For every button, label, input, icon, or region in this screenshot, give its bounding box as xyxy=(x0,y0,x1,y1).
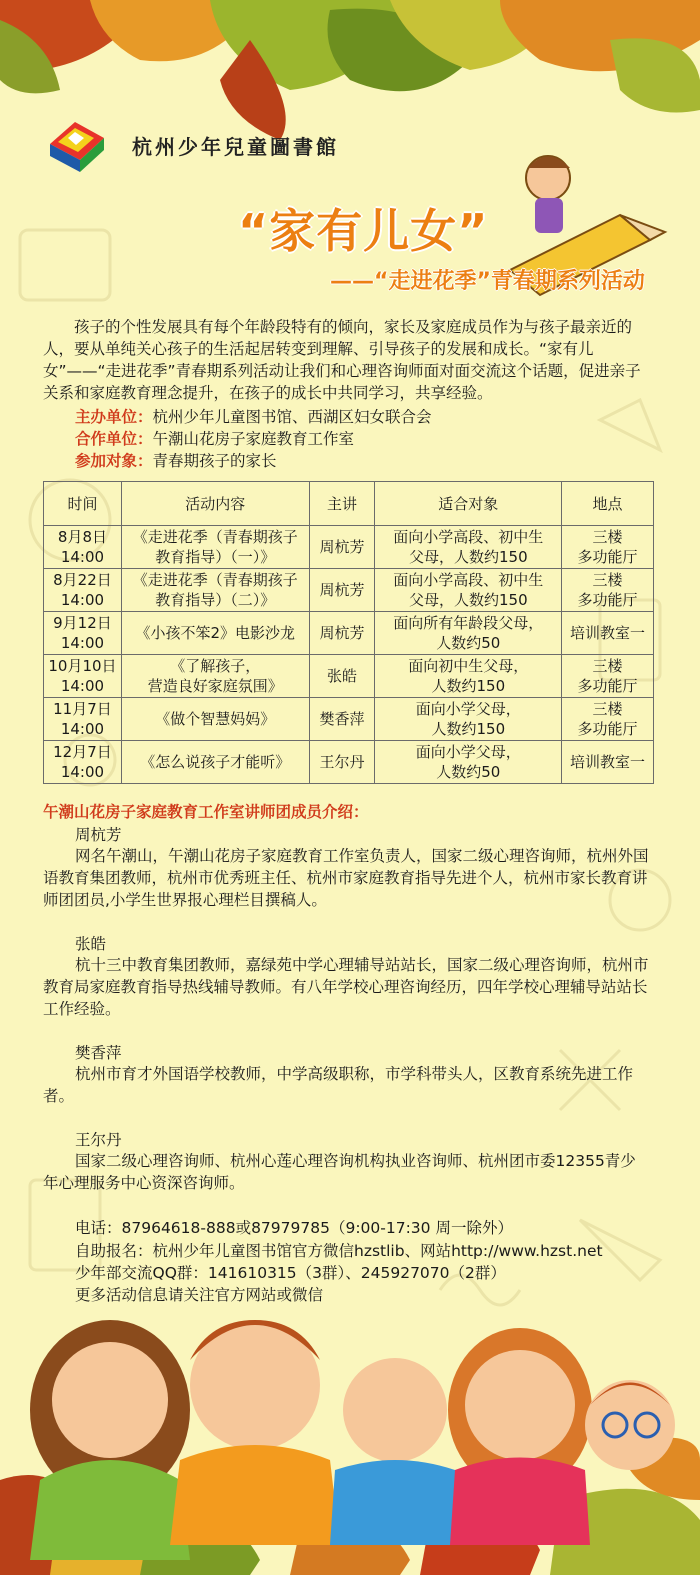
schedule-header-row xyxy=(44,482,654,526)
cell-audience-line: 面向小学高段、初中生 xyxy=(393,571,544,589)
contact-phone: 电话：87964618-888或87979785（9:00-17:30 周一除外） xyxy=(75,1219,513,1237)
cell-audience-line: 面向小学高段、初中生 xyxy=(393,528,544,546)
cell-location-line: 多功能厅 xyxy=(577,677,638,695)
member-bio: 杭十三中教育集团教师，嘉绿苑中学心理辅导站站长，国家二级心理咨询师，杭州市教育局家庭教育指导热线辅导教师。有八年学校心理咨询经历，四年学校心理辅导站站长工作经验。 xyxy=(43,956,649,1018)
header-content: 活动内容 xyxy=(121,482,309,526)
cell-content-line: 《走进花季（青春期孩子 xyxy=(132,528,298,546)
cell-time-line: 8月22日 xyxy=(53,571,112,589)
cell-audience-line: 面向所有年龄段父母， xyxy=(393,614,544,632)
cell-content xyxy=(121,612,309,655)
cell-audience-line: 父母，人数约150 xyxy=(408,591,528,609)
cell-audience xyxy=(375,612,562,655)
schedule-row xyxy=(44,526,654,569)
cell-time-line: 11月7日 xyxy=(53,700,112,718)
cell-time-line: 14:00 xyxy=(60,634,105,652)
cell-content xyxy=(121,569,309,612)
cell-speaker-line: 樊香萍 xyxy=(319,710,365,728)
host-value: 杭州少年儿童图书馆、西湖区妇女联合会 xyxy=(152,408,432,426)
team-heading: 午潮山花房子家庭教育工作室讲师团成员介绍： xyxy=(43,803,369,821)
cell-audience-line: 面向初中生父母， xyxy=(408,657,529,675)
cell-time-line: 12月7日 xyxy=(53,743,112,761)
cell-speaker-line: 周杭芳 xyxy=(319,581,365,599)
cell-audience xyxy=(375,698,562,741)
cell-time-line: 14:00 xyxy=(60,591,105,609)
cell-time xyxy=(44,741,122,784)
cell-time-line: 14:00 xyxy=(60,677,105,695)
intro-paragraph: 孩子的个性发展具有每个年龄段特有的倾向，家长及家庭成员作为与孩子最亲近的人，要从单纯关心孩子的生活起居转变到理解、引导孩子的发展和成长。“家有儿女”——“走进花季”青春期系列活动让我们和心理咨询师面对面交流这个话题，促进亲子关系和家庭教育理念提升，在孩子的成长中共同学习，共享经验。 xyxy=(43,318,641,402)
cell-location-line: 三楼 xyxy=(592,657,623,675)
header-location: 地点 xyxy=(562,482,654,526)
audience-label: 参加对象： xyxy=(75,452,153,470)
partner-value: 午潮山花房子家庭教育工作室 xyxy=(152,430,355,448)
organizer-list xyxy=(75,406,432,472)
cell-audience-line: 面向小学父母， xyxy=(415,700,521,718)
cell-location xyxy=(562,741,654,784)
cell-speaker xyxy=(309,569,375,612)
cell-time-line: 10月10日 xyxy=(48,657,117,675)
cell-location xyxy=(562,698,654,741)
cell-location xyxy=(562,655,654,698)
cell-content-line: 《小孩不笨2》电影沙龙 xyxy=(135,624,296,642)
cell-content xyxy=(121,698,309,741)
cell-time xyxy=(44,655,122,698)
member-name: 张皓 xyxy=(75,935,107,953)
cell-location-line: 多功能厅 xyxy=(577,720,638,738)
member-bio: 杭州市育才外国语学校教师，中学高级职称，市学科带头人，区教育系统先进工作者。 xyxy=(43,1065,634,1105)
cell-audience xyxy=(375,526,562,569)
cell-time xyxy=(44,698,122,741)
cell-audience-line: 人数约150 xyxy=(431,720,506,738)
cell-content xyxy=(121,526,309,569)
partner-label: 合作单位： xyxy=(75,430,153,448)
cell-speaker-line: 王尔丹 xyxy=(319,753,365,771)
contact-signup: 自助报名：杭州少年儿童图书馆官方微信hzstlib、网站http://www.hzst.net xyxy=(75,1242,603,1260)
schedule-row xyxy=(44,612,654,655)
cell-speaker-line: 周杭芳 xyxy=(319,538,365,556)
cell-audience xyxy=(375,655,562,698)
cell-location-line: 三楼 xyxy=(592,528,623,546)
member-name: 王尔丹 xyxy=(75,1131,122,1149)
member-name: 樊香萍 xyxy=(75,1044,122,1062)
cell-audience-line: 面向小学父母， xyxy=(415,743,521,761)
cell-location xyxy=(562,526,654,569)
cell-time xyxy=(44,569,122,612)
cell-content-line: 《做个智慧妈妈》 xyxy=(155,710,276,728)
library-logo xyxy=(42,116,108,176)
cell-content-line: 《了解孩子， xyxy=(170,657,261,675)
cell-speaker xyxy=(309,741,375,784)
member-bio: 国家二级心理咨询师、杭州心莲心理咨询机构执业咨询师、杭州团市委12355青少年心理服务中心资深咨询师。 xyxy=(43,1152,636,1192)
cell-audience-line: 父母，人数约150 xyxy=(408,548,528,566)
cell-content-line: 《怎么说孩子才能听》 xyxy=(140,753,291,771)
cell-location xyxy=(562,569,654,612)
cell-time-line: 14:00 xyxy=(60,720,105,738)
audience-value: 青春期孩子的家长 xyxy=(152,452,277,470)
cell-speaker xyxy=(309,526,375,569)
poster-title: “家有儿女” xyxy=(238,204,489,258)
cell-time-line: 14:00 xyxy=(60,763,105,781)
cell-location-line: 三楼 xyxy=(592,571,623,589)
cell-speaker-line: 张皓 xyxy=(327,667,358,685)
library-name: 杭州少年兒童圖書館 xyxy=(132,135,339,159)
cell-content-line: 营造良好家庭氛围》 xyxy=(147,677,283,695)
schedule-row xyxy=(44,698,654,741)
schedule-row xyxy=(44,741,654,784)
cell-audience-line: 人数约150 xyxy=(431,677,506,695)
cell-content xyxy=(121,741,309,784)
cell-speaker xyxy=(309,698,375,741)
cell-time-line: 8月8日 xyxy=(57,528,107,546)
contact-more: 更多活动信息请关注官方网站或微信 xyxy=(75,1286,324,1304)
cell-location-line: 培训教室一 xyxy=(570,624,646,642)
cell-time xyxy=(44,526,122,569)
schedule-row xyxy=(44,569,654,612)
cell-time-line: 14:00 xyxy=(60,548,105,566)
cell-audience-line: 人数约50 xyxy=(436,634,501,652)
schedule-table xyxy=(43,481,654,784)
cell-location-line: 培训教室一 xyxy=(570,753,646,771)
cell-audience-line: 人数约50 xyxy=(436,763,501,781)
cell-location xyxy=(562,612,654,655)
cell-content-line: 教育指导）（一）》 xyxy=(155,548,276,566)
cell-audience xyxy=(375,569,562,612)
host-label: 主办单位： xyxy=(75,408,153,426)
cell-location-line: 三楼 xyxy=(592,700,623,718)
schedule-row xyxy=(44,655,654,698)
header-audience: 适合对象 xyxy=(375,482,562,526)
cell-audience xyxy=(375,741,562,784)
cell-time xyxy=(44,612,122,655)
cell-speaker-line: 周杭芳 xyxy=(319,624,365,642)
cell-content-line: 教育指导）（二）》 xyxy=(155,591,276,609)
member-name: 周杭芳 xyxy=(75,826,122,844)
cell-content-line: 《走进花季（青春期孩子 xyxy=(132,571,298,589)
member-bio: 网名午潮山，午潮山花房子家庭教育工作室负责人，国家二级心理咨询师，杭州外国语教育集团教师，杭州市优秀班主任、杭州市家庭教育指导先进个人，杭州市家长教育讲师团团员,小学生世界报心理栏目撰稿人。 xyxy=(43,847,649,909)
children-illustration xyxy=(30,1320,675,1560)
header-speaker: 主讲 xyxy=(309,482,375,526)
host-line xyxy=(75,406,432,428)
header-time: 时间 xyxy=(44,482,122,526)
audience-line xyxy=(75,450,432,472)
cell-speaker xyxy=(309,655,375,698)
contact-qq: 少年部交流QQ群：141610315（3群）、245927070（2群） xyxy=(75,1264,506,1282)
cell-location-line: 多功能厅 xyxy=(577,591,638,609)
cell-location-line: 多功能厅 xyxy=(577,548,638,566)
poster-subtitle: ——“走进花季”青春期系列活动 xyxy=(330,269,645,294)
partner-line xyxy=(75,428,432,450)
cell-time-line: 9月12日 xyxy=(53,614,112,632)
cell-speaker xyxy=(309,612,375,655)
cell-content xyxy=(121,655,309,698)
